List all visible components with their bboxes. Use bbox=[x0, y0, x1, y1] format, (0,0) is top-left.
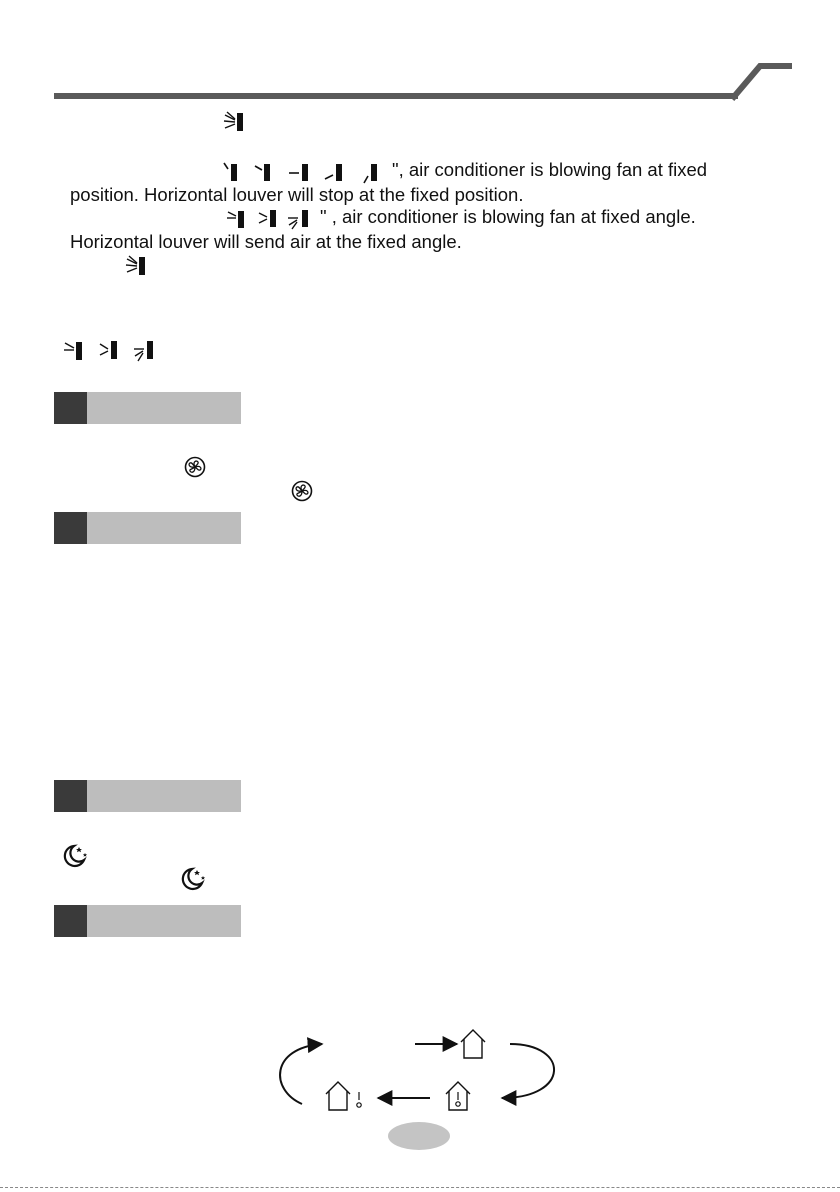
cycle-arrow-left bbox=[280, 1044, 322, 1104]
louver-angle-1-icon bbox=[64, 342, 82, 360]
house-mode-icon bbox=[326, 1082, 361, 1110]
page-number-badge bbox=[388, 1122, 450, 1150]
header-slant-tab bbox=[732, 62, 792, 102]
fixed-position-cont: position. Horizontal louver will stop at the fixed position. bbox=[70, 184, 524, 205]
louver-angle-icons-row bbox=[62, 337, 162, 363]
swing-louver-icon bbox=[124, 254, 148, 278]
swing-louver-icon bbox=[222, 110, 246, 134]
louver-angle-3-icon bbox=[288, 210, 308, 229]
fixed-position-louver-icons bbox=[222, 160, 392, 184]
louver-angle-2-icon bbox=[100, 341, 117, 359]
louver-position-5-icon bbox=[364, 164, 377, 183]
header-rule bbox=[54, 93, 738, 99]
fan-icon bbox=[291, 480, 313, 502]
section-4-header bbox=[87, 905, 241, 937]
bottom-cut-line bbox=[0, 1187, 840, 1188]
section-2-marker bbox=[54, 512, 87, 544]
louver-angle-1-icon bbox=[227, 211, 244, 228]
louver-position-2-icon bbox=[255, 164, 270, 181]
fixed-angle-louver-icons bbox=[226, 206, 320, 230]
section-4-marker bbox=[54, 905, 87, 937]
fixed-angle-cont: Horizontal louver will send air at the fixed angle. bbox=[70, 231, 462, 252]
louver-position-4-icon bbox=[325, 164, 342, 181]
louver-angle-3-icon bbox=[134, 341, 153, 361]
fan-icon bbox=[184, 456, 206, 478]
section-1-marker bbox=[54, 392, 87, 424]
section-1-header bbox=[87, 392, 241, 424]
louver-angle-2-icon bbox=[259, 210, 276, 227]
house-mode-icon bbox=[461, 1030, 485, 1058]
section-2-header bbox=[87, 512, 241, 544]
sleep-moon-icon bbox=[178, 866, 208, 892]
fixed-position-text: ", air conditioner is blowing fan at fixed bbox=[392, 159, 708, 180]
section-3-marker bbox=[54, 780, 87, 812]
sleep-moon-icon bbox=[60, 843, 90, 869]
cycle-arrow-right bbox=[502, 1044, 554, 1098]
louver-position-3-icon bbox=[289, 164, 308, 181]
louver-position-1-icon bbox=[224, 163, 237, 181]
house-mode-icon bbox=[446, 1082, 470, 1110]
mode-cycle-diagram bbox=[270, 1020, 570, 1120]
section-3-header bbox=[87, 780, 241, 812]
fixed-angle-text: " , air conditioner is blowing fan at fixed angle. bbox=[320, 206, 696, 227]
